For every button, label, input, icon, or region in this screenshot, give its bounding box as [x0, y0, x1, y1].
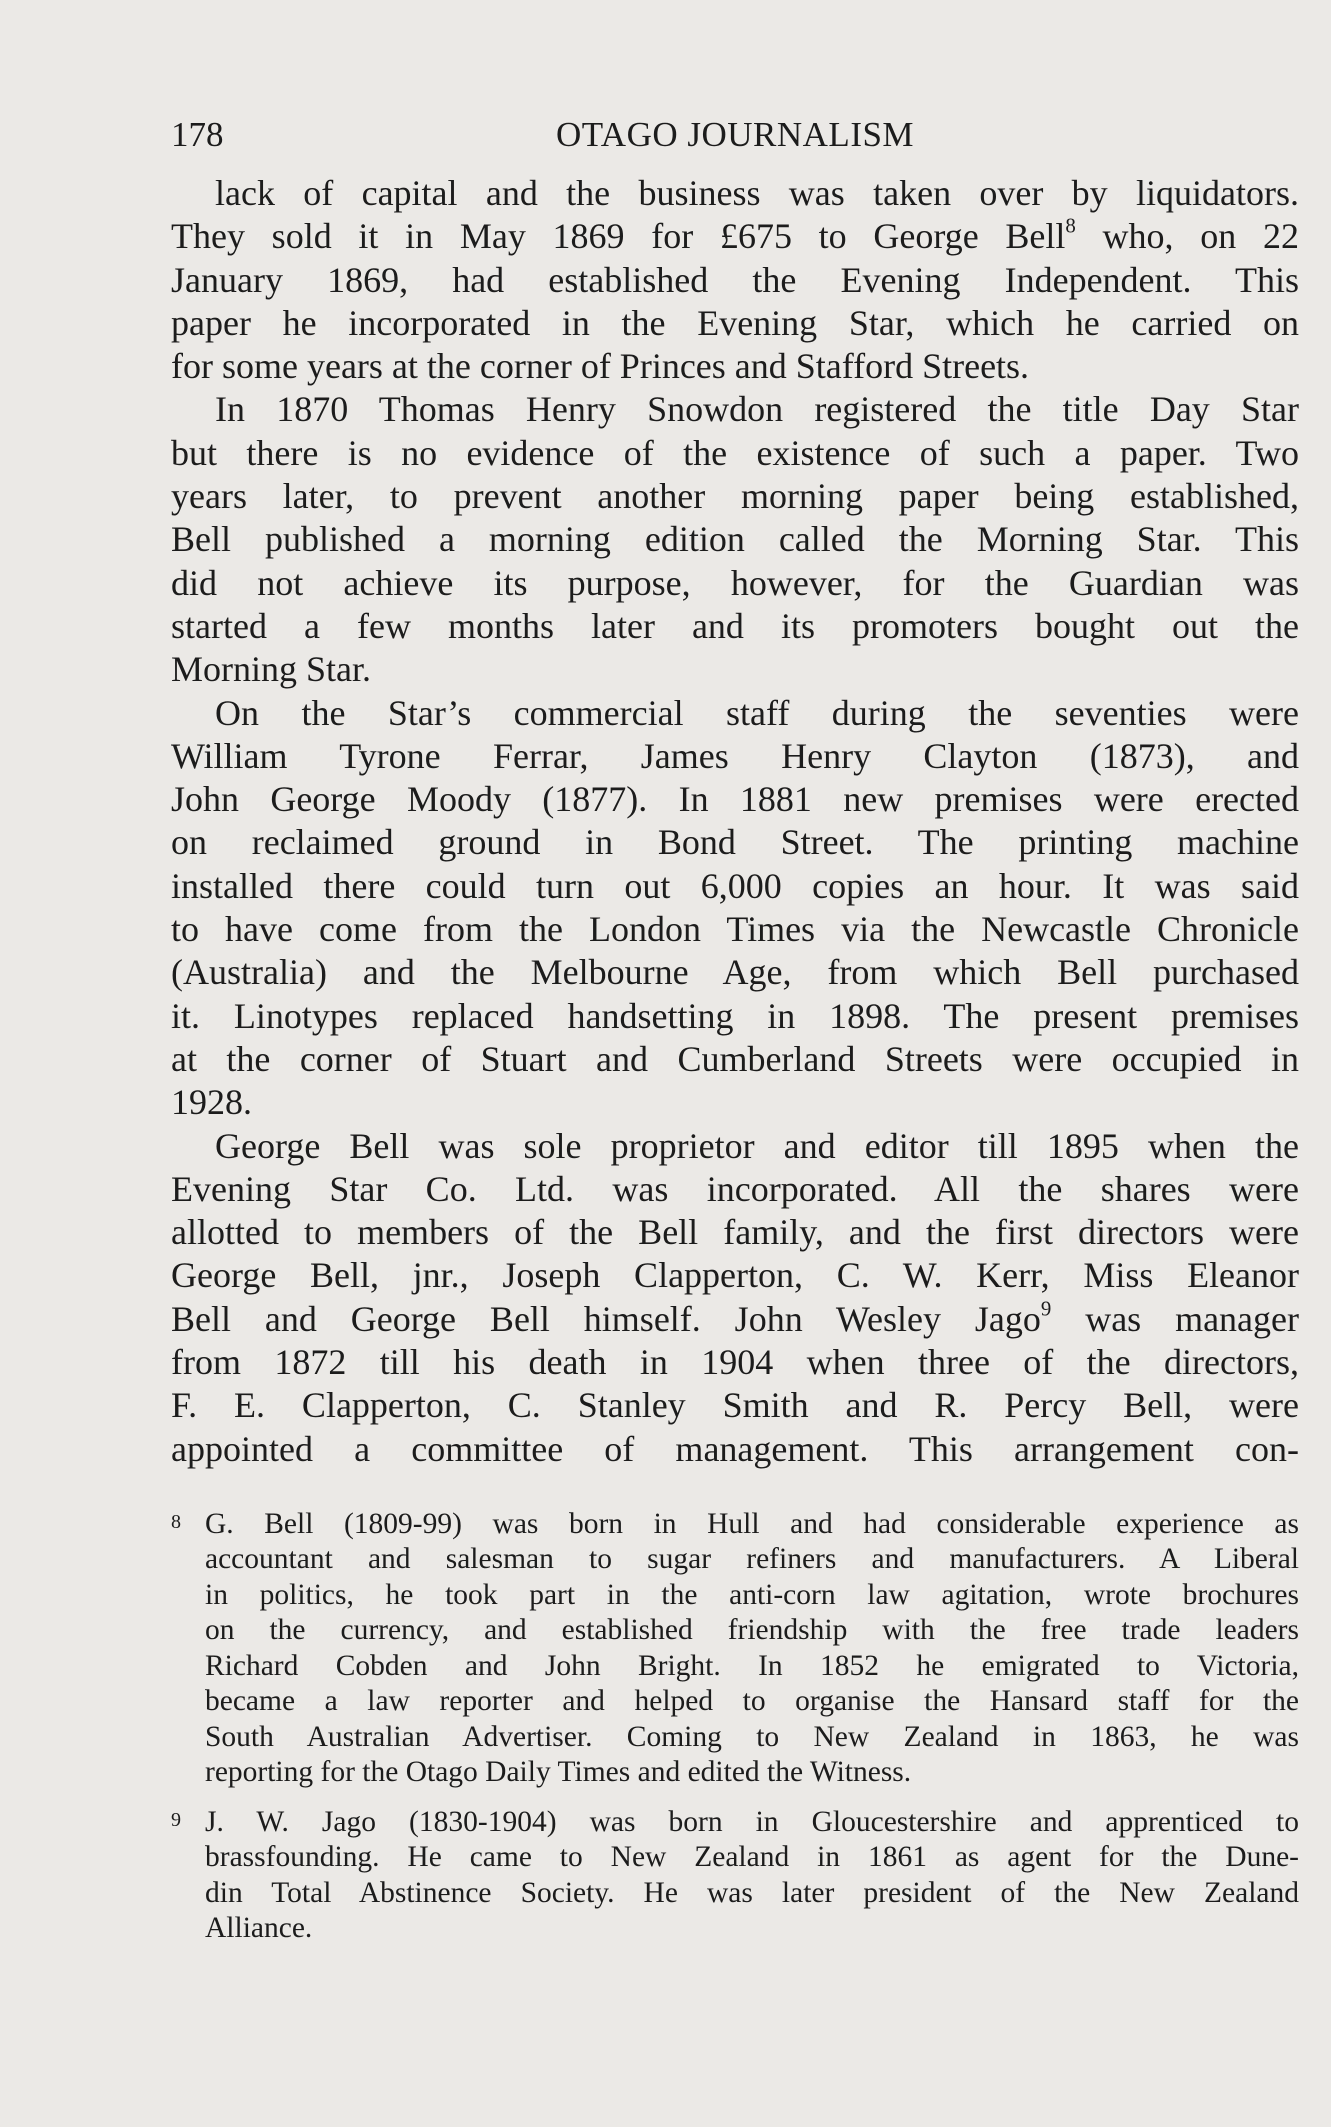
text-line	[171, 172, 1299, 215]
line-text: George Bell was sole proprietor and editor till 1895 when the	[215, 1125, 1299, 1166]
text-line	[171, 1298, 1299, 1341]
line-text: allotted to members of the Bell family, and the first directors were	[171, 1212, 1299, 1253]
line-text: to have come from the London Times via the Newcastle Chronicle	[171, 909, 1299, 950]
line-text: 1928.	[171, 1082, 252, 1123]
text-line	[171, 648, 1299, 691]
footnote-line: G. Bell (1809-99) was born in Hull and had considerable experience as	[205, 1507, 1299, 1540]
line-text: Evening Star Co. Ltd. was incorporated. All the shares were	[171, 1168, 1299, 1209]
text-line	[171, 995, 1299, 1038]
text-line	[171, 475, 1299, 518]
line-text: started a few months later and its promoters bought out the	[171, 605, 1299, 646]
text-line	[171, 951, 1299, 994]
footnote-9	[171, 1805, 1299, 1947]
text-line	[171, 1254, 1299, 1297]
text-line	[171, 605, 1299, 648]
line-text: for some years at the corner of Princes and Stafford Streets.	[171, 346, 1030, 387]
line-text: Bell published a morning edition called the Morning Star. This	[171, 519, 1299, 560]
line-text: John George Moody (1877). In 1881 new premises were erected	[171, 779, 1299, 820]
text-line	[171, 302, 1299, 345]
footnote-line: Richard Cobden and John Bright. In 1852 he emigrated to Victoria,	[205, 1649, 1299, 1682]
line-text: F. E. Clapperton, C. Stanley Smith and R. Percy Bell, were	[171, 1385, 1299, 1426]
text-line	[171, 1168, 1299, 1211]
text-line	[171, 908, 1299, 951]
text-line	[171, 518, 1299, 561]
text-line	[171, 259, 1299, 302]
footnote-line: became a law reporter and helped to organise the Hansard staff for the	[205, 1685, 1299, 1718]
footnote-mark: 8	[171, 1510, 182, 1533]
line-text: at the corner of Stuart and Cumberland Streets were occupied in	[171, 1038, 1299, 1079]
text-line	[171, 432, 1299, 475]
footnote-8	[171, 1507, 1299, 1791]
footnote-line: on the currency, and established friendship with the free trade leaders	[205, 1614, 1299, 1647]
line-text: it. Linotypes replaced handsetting in 1898. The present premises	[171, 995, 1299, 1036]
footnote-line: in politics, he took part in the anti-corn law agitation, wrote brochures	[205, 1578, 1299, 1611]
text-line	[171, 1038, 1299, 1081]
line-text: They sold it in May 1869 for £675 to George Bell	[171, 216, 1066, 257]
text-line	[171, 1428, 1299, 1471]
text-line	[171, 735, 1299, 778]
line-text: William Tyrone Ferrar, James Henry Clayton (1873), and	[171, 735, 1299, 776]
text-line	[171, 388, 1299, 431]
line-text-continued: was manager	[1051, 1298, 1299, 1339]
text-line	[171, 1081, 1299, 1124]
footnote-line: brassfounding. He came to New Zealand in 1861 as agent for the Dune-	[205, 1841, 1299, 1874]
text-line	[171, 1384, 1299, 1427]
footnote-line: Alliance.	[205, 1912, 313, 1945]
text-line	[171, 865, 1299, 908]
running-head: OTAGO JOURNALISM	[555, 115, 915, 154]
line-text: In 1870 Thomas Henry Snowdon registered the title Day Star	[215, 389, 1299, 430]
text-line	[171, 1341, 1299, 1384]
line-text: appointed a committee of management. This arrangement con-	[171, 1428, 1299, 1469]
page-header	[171, 110, 1299, 160]
line-text: January 1869, had established the Evening Independent. This	[171, 259, 1299, 300]
footnote-mark: 9	[171, 1808, 182, 1831]
line-text: years later, to prevent another morning paper being established,	[171, 476, 1299, 517]
line-text: Morning Star.	[171, 649, 372, 690]
footnote-reference[interactable]: 8	[1065, 213, 1076, 238]
text-line	[171, 215, 1299, 258]
text-line	[171, 821, 1299, 864]
footnotes	[171, 1507, 1299, 1947]
footnote-line: din Total Abstinence Society. He was later president of the New Zealand	[205, 1876, 1299, 1909]
line-text: did not achieve its purpose, however, for the Guardian was	[171, 562, 1299, 603]
footnote-line: accountant and salesman to sugar refiners and manufacturers. A Liberal	[205, 1543, 1299, 1576]
footnote-reference[interactable]: 9	[1040, 1296, 1052, 1321]
line-text: paper he incorporated in the Evening Star, which he carried on	[171, 302, 1299, 343]
line-text: from 1872 till his death in 1904 when three of the directors,	[171, 1342, 1299, 1383]
footnote-line: reporting for the Otago Daily Times and edited the Witness.	[205, 1756, 912, 1789]
line-text: George Bell, jnr., Joseph Clapperton, C. W. Kerr, Miss Eleanor	[171, 1255, 1299, 1296]
page-number: 178	[171, 115, 224, 154]
main-text	[171, 172, 1299, 1471]
line-text-continued: who, on 22	[1075, 216, 1299, 257]
text-line	[171, 778, 1299, 821]
footnote-line: South Australian Advertiser. Coming to New Zealand in 1863, he was	[205, 1720, 1299, 1753]
line-text: but there is no evidence of the existence of such a paper. Two	[171, 432, 1299, 473]
line-text: lack of capital and the business was taken over by liquidators.	[215, 173, 1299, 213]
line-text: Bell and George Bell himself. John Wesley Jago	[171, 1298, 1041, 1339]
line-text: installed there could turn out 6,000 copies an hour. It was said	[171, 865, 1299, 906]
text-line	[171, 1211, 1299, 1254]
line-text: (Australia) and the Melbourne Age, from which Bell purchased	[171, 952, 1299, 993]
book-page	[171, 110, 1299, 1961]
line-text: on reclaimed ground in Bond Street. The printing machine	[171, 822, 1299, 863]
footnote-line: J. W. Jago (1830-1904) was born in Gloucestershire and apprenticed to	[205, 1805, 1299, 1838]
line-text: On the Star’s commercial staff during the seventies were	[215, 692, 1299, 733]
text-line	[171, 562, 1299, 605]
text-line	[171, 345, 1299, 388]
text-line	[171, 1125, 1299, 1168]
text-line	[171, 692, 1299, 735]
